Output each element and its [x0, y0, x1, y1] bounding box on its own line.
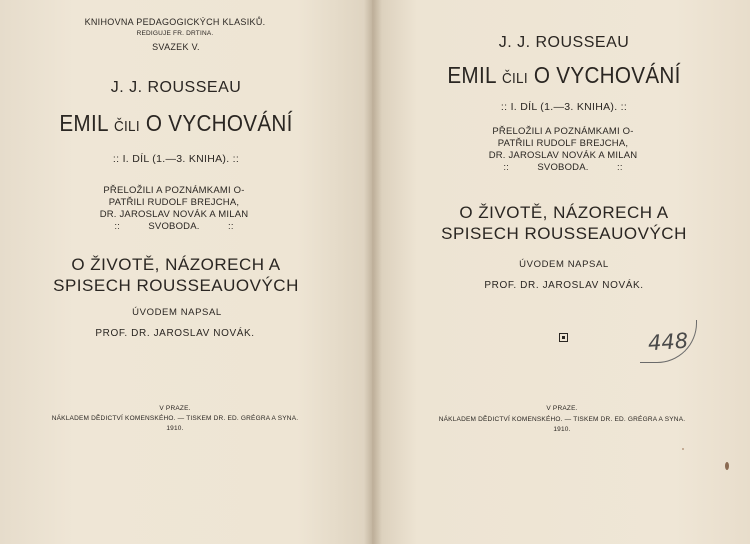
translators-line-3: DR. JAROSLAV NOVÁK A MILAN	[99, 209, 249, 220]
translators-line-3-right: DR. JAROSLAV NOVÁK A MILAN	[488, 150, 638, 161]
title-emil-right: EMIL	[447, 62, 496, 88]
book-gutter	[364, 0, 382, 544]
title-emil: EMIL	[59, 110, 108, 136]
imprint-city: V PRAZE.	[159, 405, 191, 412]
translators-line-1-right: PŘELOŽILI A POZNÁMKAMI O-	[492, 126, 634, 137]
translators-line-4-right: :: SVOBODA. ::	[503, 162, 623, 173]
translators-line-2: PATŘILI RUDOLF BREJCHA,	[108, 197, 240, 208]
imprint-year-right: 1910.	[553, 426, 571, 433]
title-cili: ČILI	[114, 118, 140, 135]
book-title-right	[447, 62, 680, 89]
intro-author-right: PROF. DR. JAROSLAV NOVÁK.	[484, 280, 644, 291]
intro-label: ÚVODEM NAPSAL	[132, 307, 222, 318]
title-o-vychovani-right: O VYCHOVÁNÍ	[533, 62, 681, 88]
essay-title-line-1-right: O ŽIVOTĚ, NÁZORECH A	[459, 203, 669, 222]
imprint-publisher: NÁKLADEM DĚDICTVÍ KOMENSKÉHO. — TISKEM DR. ED. GRÉGRA A SYNA.	[51, 415, 299, 422]
printer-ornament	[559, 333, 568, 342]
imprint-publisher-right: NÁKLADEM DĚDICTVÍ KOMENSKÉHO. — TISKEM DR. ED. GRÉGRA A SYNA.	[438, 416, 686, 423]
author-name: J. J. ROUSSEAU	[110, 79, 242, 96]
series-name: KNIHOVNA PEDAGOGICKÝCH KLASIKŮ.	[84, 17, 266, 27]
intro-label-right: ÚVODEM NAPSAL	[519, 259, 609, 270]
imprint-city-right: V PRAZE.	[546, 405, 578, 412]
essay-title-line-2-right: SPISECH ROUSSEAUOVÝCH	[441, 224, 687, 243]
series-editor: REDIGUJE FR. DRTINA.	[136, 30, 214, 37]
intro-author: PROF. DR. JAROSLAV NOVÁK.	[95, 328, 255, 339]
paper-stain	[725, 462, 729, 470]
author-name-right: J. J. ROUSSEAU	[498, 34, 630, 51]
translators-line-1: PŘELOŽILI A POZNÁMKAMI O-	[103, 185, 245, 196]
part-line-right: :: I. DÍL (1.—3. KNIHA). ::	[500, 101, 628, 113]
handwritten-number: 448	[647, 328, 689, 356]
essay-title-line-2: SPISECH ROUSSEAUOVÝCH	[53, 276, 299, 295]
paper-speck	[682, 448, 684, 450]
book-title	[59, 110, 292, 137]
part-line: :: I. DÍL (1.—3. KNIHA). ::	[112, 153, 240, 165]
title-o-vychovani: O VYCHOVÁNÍ	[145, 110, 293, 136]
imprint-year: 1910.	[166, 425, 184, 432]
translators-line-2-right: PATŘILI RUDOLF BREJCHA,	[497, 138, 629, 149]
volume-number: SVAZEK V.	[152, 42, 200, 52]
title-cili-right: ČILI	[502, 70, 528, 87]
essay-title-line-1: O ŽIVOTĚ, NÁZORECH A	[71, 255, 281, 274]
translators-line-4: :: SVOBODA. ::	[114, 221, 234, 232]
